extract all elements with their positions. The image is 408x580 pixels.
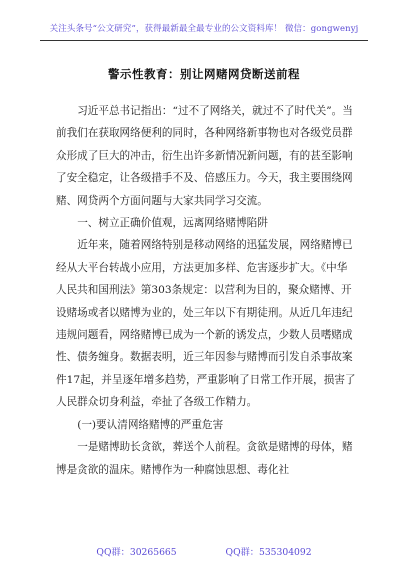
paragraph-intro: 习近平总书记指出：“过不了网络关，就过不了时代关”。当前我们在获取网络便利的同时，各种网络新事物也对各级党员群众形成了巨大的冲击，衍生出许多新情况新问题，有的甚至影响了安全稳定，让各级措手不及、倍感压力。今天，我主要围绕网赌、网贷两个方面问题与大家共同学习交流。 [56, 105, 353, 207]
header-divider [40, 40, 368, 41]
section-heading-1: 一、树立正确价值观，远离网络赌博陷阱 [77, 217, 268, 230]
footer-qq-group-2: QQ群：535304092 [225, 547, 312, 558]
footer-qq-group-1: QQ群：30265665 [96, 547, 177, 558]
header-banner: 关注头条号“公文研究”，获得最新最全最专业的公文资料库！ 微信：gongwenyj [49, 24, 359, 34]
paragraph-background: 近年来，随着网络特别是移动网络的迅猛发展，网络赌博已经从大平台转战小应用，方法更加多样、危害逐步扩大。《中华人民共和国刑法》第303条规定：以营利为目的，聚众赌博、开设赌场或者以赌博为业的，处三年以下有期徒刑。从近几年违纪违规问题看，网络赌博已成为一个新的诱发点，少数人员嗜赌成性、债务缠身。数据表明，近三年因参与赌博而引发自杀事故案件17起，并呈逐年增多趋势，严重影响了日常工作开展，损害了人民群众切身利益，牵扯了各级工作精力。 [56, 239, 356, 409]
paragraph-harm-1: 一是赌博助长贪欲，葬送个人前程。贪欲是赌博的母体，赌博是贪欲的温床。赌博作为一种腐蚀思想、毒化社 [56, 441, 353, 476]
subsection-heading-1: (一)要认清网络赌博的严重危害 [77, 418, 224, 431]
document-body [56, 100, 356, 481]
footer-contact [40, 544, 368, 558]
document-title: 警示性教育：别让网赌网贷断送前程 [108, 67, 300, 81]
